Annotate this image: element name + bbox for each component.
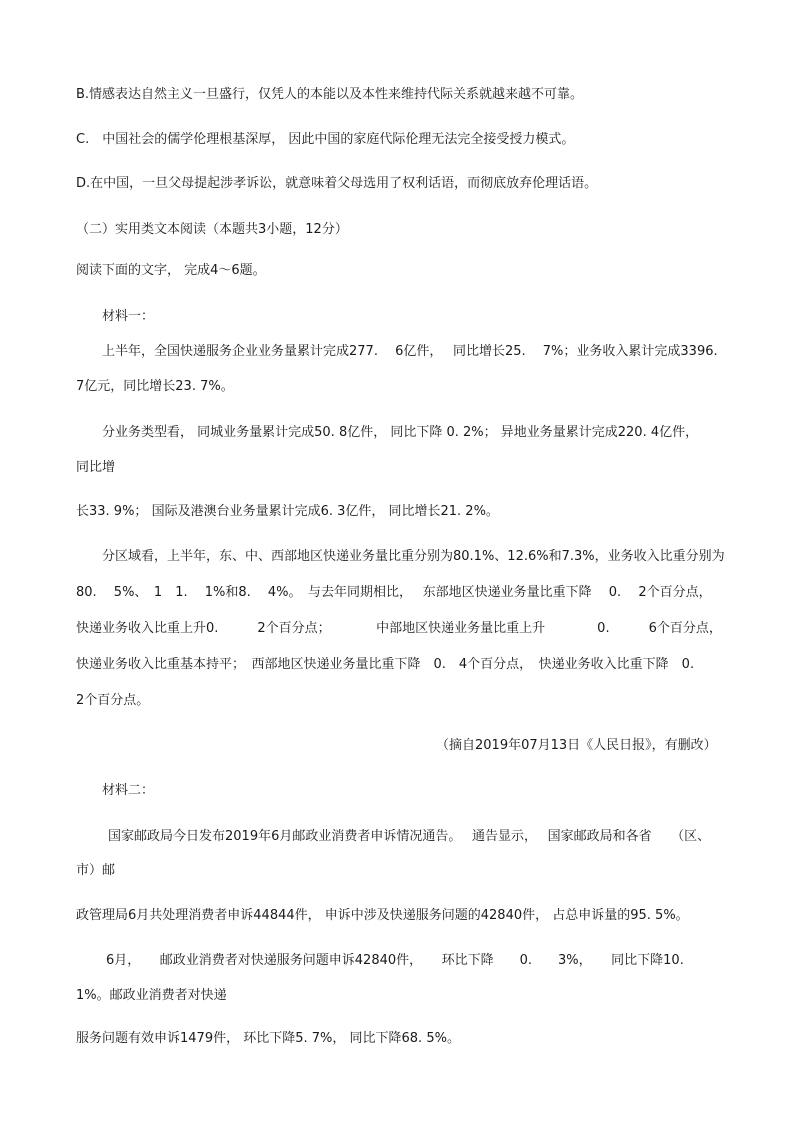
material1-para4-line4: 快递业务收入比重基本持平； 西部地区快递业务量比重下降 0. 4个百分点， 快递业务收入比重下降 0. xyxy=(76,657,695,672)
material2-para4-line1: 服务问题有效申诉1479件， 环比下降5. 7%， 同比下降68. 5%。 xyxy=(76,1031,460,1046)
material2-para3-line1: 6月， 邮政业消费者对快递服务问题申诉42840件， 环比下降 0. 3%， 同比下降10. xyxy=(106,953,684,968)
material1-para1-line1: 上半年，全国快递服务企业业务量累计完成277. 6亿件， 同比增长25. 7%；业务收入累计完成3396. xyxy=(102,344,718,359)
material1-para1-line2: 7亿元，同比增长23. 7%。 xyxy=(76,379,234,394)
material2-para1-line2: 市）邮 xyxy=(76,863,116,878)
section-heading: （二）实用类文本阅读（本题共3小题，12分） xyxy=(76,222,348,237)
material1-label: 材料一： xyxy=(102,309,155,324)
material2-label: 材料二： xyxy=(102,783,155,798)
material1-para2-line2: 同比增 xyxy=(76,460,116,475)
material2-para2-line1: 政管理局6月共处理消费者申诉44844件， 申诉中涉及快递服务问题的42840件， 占总申诉量的95. 5%。 xyxy=(76,908,689,923)
material2-para1-line1: 国家邮政局今日发布2019年6月邮政业消费者申诉情况通告。 通告显示， 国家邮政局和各省 （区、 xyxy=(108,829,711,844)
option-c: C. 中国社会的儒学伦理根基深厚， 因此中国的家庭代际伦理无法完全接受授力模式。 xyxy=(76,132,575,147)
material2-para3-line2: 1%。邮政业消费者对快递 xyxy=(76,988,227,1003)
material1-para4-line5: 2个百分点。 xyxy=(76,693,150,708)
material1-para4-line1: 分区域看，上半年，东、中、西部地区快递业务量比重分别为80.1%、12.6%和7.3%，业务收入比重分别为 xyxy=(102,549,725,564)
material1-para2-line1: 分业务类型看， 同城业务量累计完成50. 8亿件， 同比下降 0. 2%； 异地业务量累计完成220. 4亿件， xyxy=(102,425,699,440)
material1-para4-line3: 快递业务收入比重上升0. 2个百分点； 中部地区快递业务量比重上升 0. 6个百分点， xyxy=(76,621,722,636)
material1-source: （摘自2019年07月13日《人民日报》，有删改） xyxy=(436,738,717,753)
option-b: B.情感表达自然主义一旦盛行，仅凭人的本能以及本性来维持代际关系就越来越不可靠。 xyxy=(76,87,584,102)
option-d: D.在中国，一旦父母提起涉孝诉讼，就意味着父母选用了权利话语，而彻底放弃伦理话语。 xyxy=(76,176,598,191)
section-instruction: 阅读下面的文字， 完成4～6题。 xyxy=(76,263,266,278)
material1-para3-line1: 长33. 9%； 国际及港澳台业务量累计完成6. 3亿件， 同比增长21. 2%。 xyxy=(76,504,499,519)
material1-para4-line2: 80. 5%、 1 1. 1%和8. 4%。 与去年同期相比， 东部地区快递业务量比重下降 0. 2个百分点， xyxy=(76,585,712,600)
